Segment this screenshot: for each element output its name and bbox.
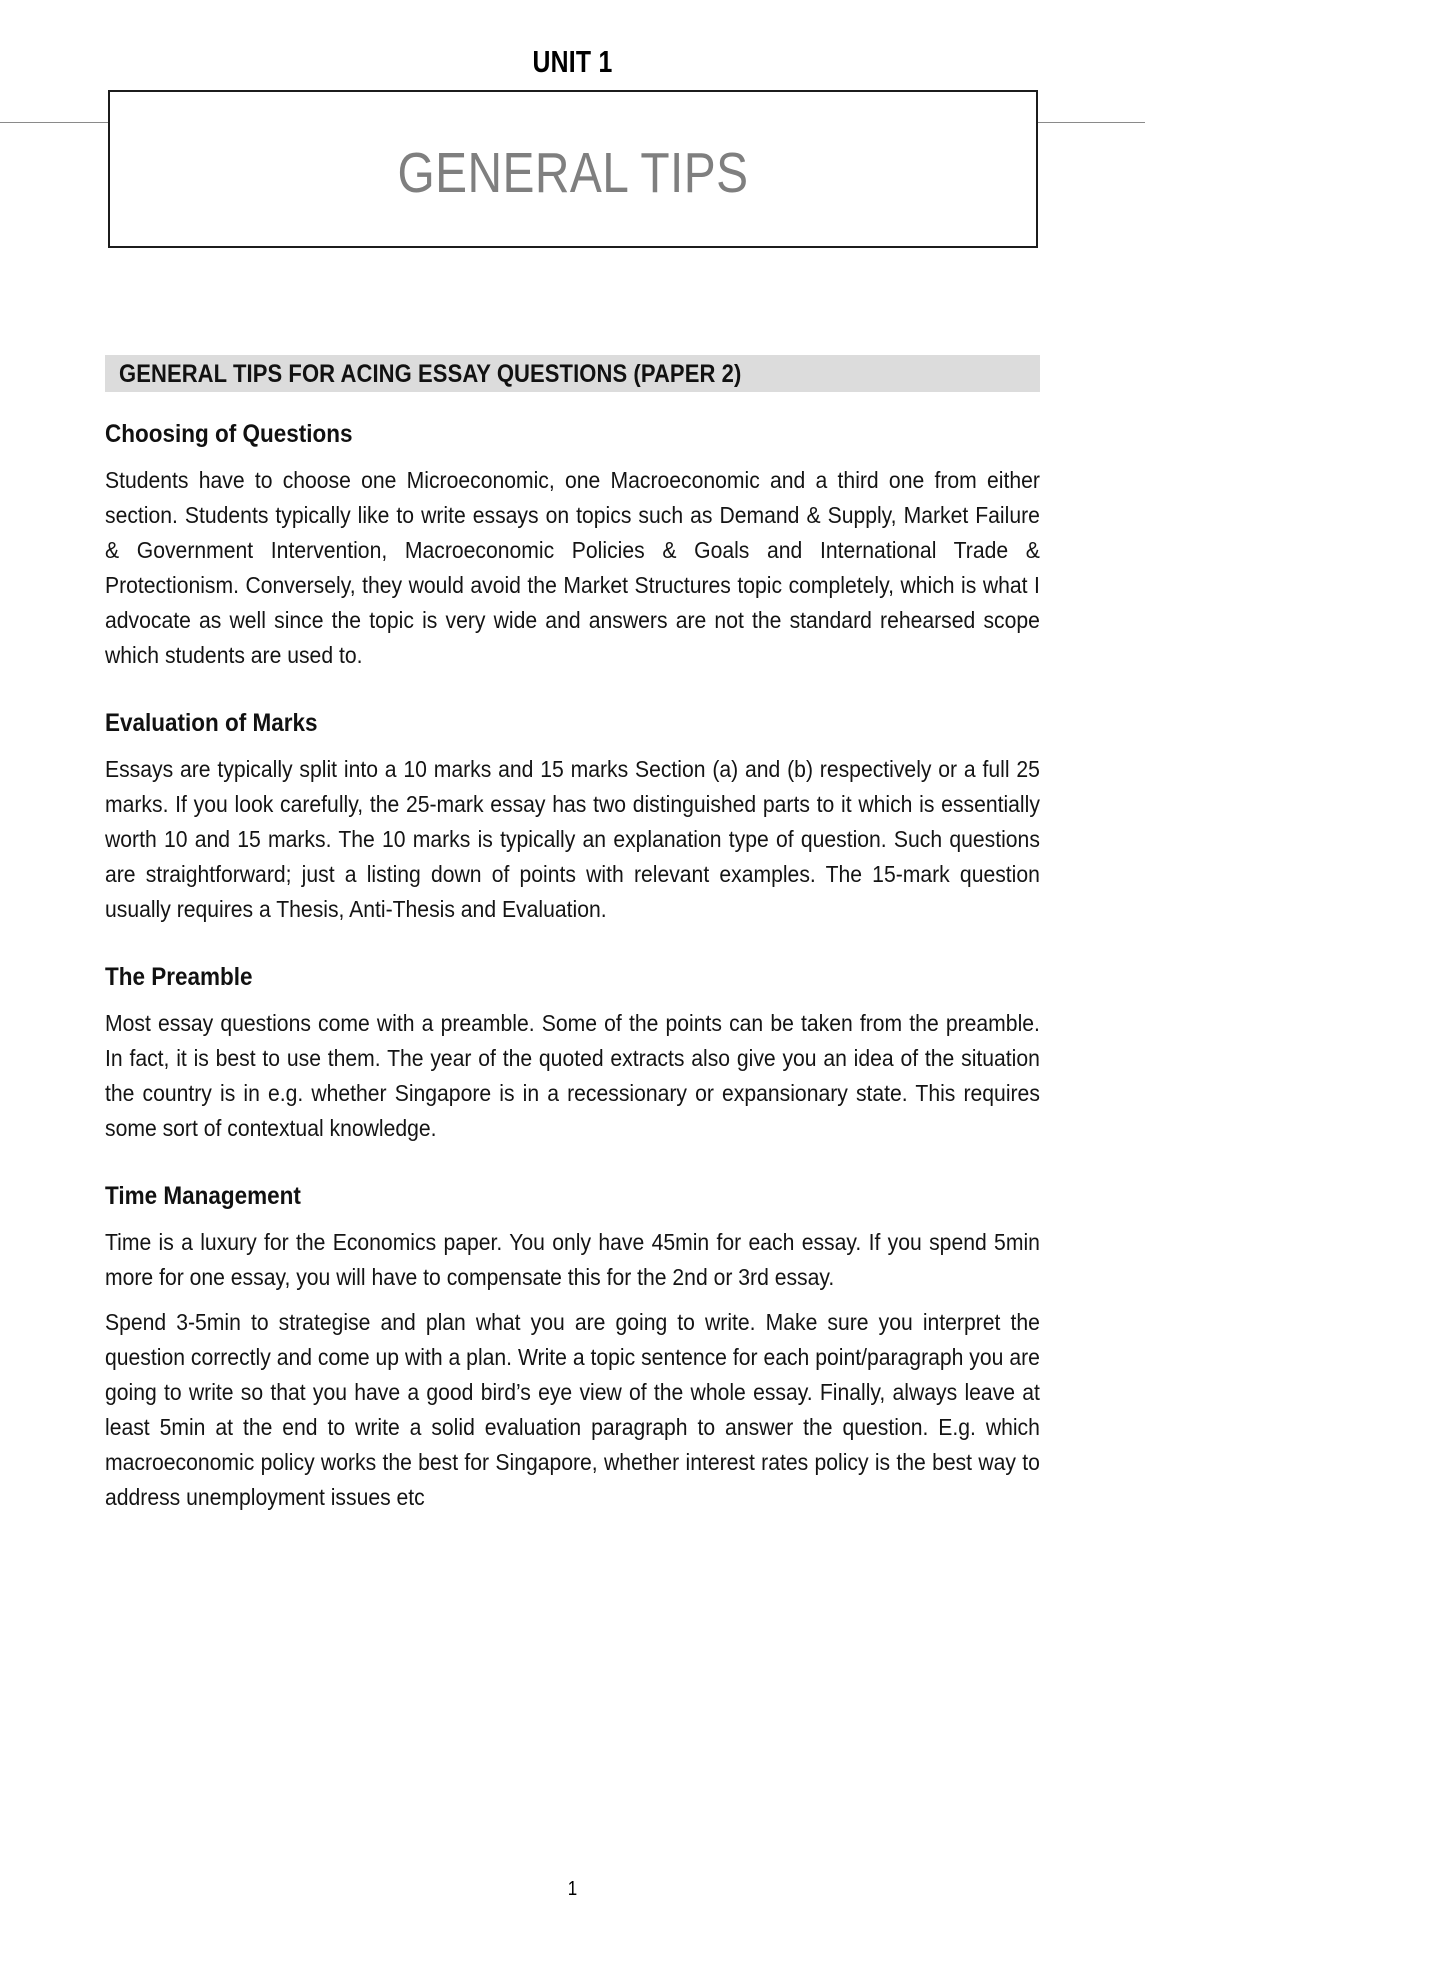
section-heading-choosing-of-questions: Choosing of Questions (105, 420, 353, 448)
paragraph-choosing-of-questions-1: Students have to choose one Microeconomic, one Macroeconomic and a third one from either section. Students typically like to write essays on topics such as Demand & Supply, Market Failure & Government Intervention, Macroeconomic Policies & Goals and International Trade & Protectionism. Conversely, they would avoid the Market Structures topic completely, which is what I advocate as well since the topic is very wide and answers are not the standard rehearsed scope which students are used to. (105, 467, 1040, 668)
chapter-title: GENERAL TIPS (397, 141, 749, 205)
paragraph-the-preamble-1: Most essay questions come with a preamble. Some of the points can be taken from the preamble. In fact, it is best to use them. The year of the quoted extracts also give you an idea of the situation the country is in e.g. whether Singapore is in a recessionary or expansionary state. This requires some sort of contextual knowledge. (105, 1010, 1040, 1141)
section-banner-heading: GENERAL TIPS FOR ACING ESSAY QUESTIONS (PAPER 2) (119, 360, 742, 388)
section-heading-evaluation-of-marks: Evaluation of Marks (105, 709, 318, 737)
unit-label: UNIT 1 (532, 44, 613, 79)
chapter-title-box (108, 90, 1038, 248)
section-heading-the-preamble: The Preamble (105, 963, 253, 991)
paragraph-evaluation-of-marks-1: Essays are typically split into a 10 marks and 15 marks Section (a) and (b) respectively or a full 25 marks. If you look carefully, the 25-mark essay has two distinguished parts to it which is essentially worth 10 and 15 marks. The 10 marks is typically an explanation type of question. Such questions are straightforward; just a listing down of points with relevant examples. The 15-mark question usually requires a Thesis, Anti-Thesis and Evaluation. (105, 756, 1040, 922)
document-body (105, 420, 1040, 1515)
section-heading-time-management: Time Management (105, 1182, 301, 1210)
paragraph-time-management-2: Spend 3-5min to strategise and plan what you are going to write. Make sure you interpret the question correctly and come up with a plan. Write a topic sentence for each point/paragraph you are going to write so that you have a good bird’s eye view of the whole essay. Finally, always leave at least 5min at the end to write a solid evaluation paragraph to answer the question. E.g. which macroeconomic policy works the best for Singapore, whether interest rates policy is the best way to address unemployment issues etc (105, 1309, 1040, 1510)
section-banner (105, 355, 1040, 392)
page-number: 1 (567, 1878, 578, 1900)
paragraph-time-management-1: Time is a luxury for the Economics paper. You only have 45min for each essay. If you spend 5min more for one essay, you will have to compensate this for the 2nd or 3rd essay. (105, 1229, 1040, 1290)
